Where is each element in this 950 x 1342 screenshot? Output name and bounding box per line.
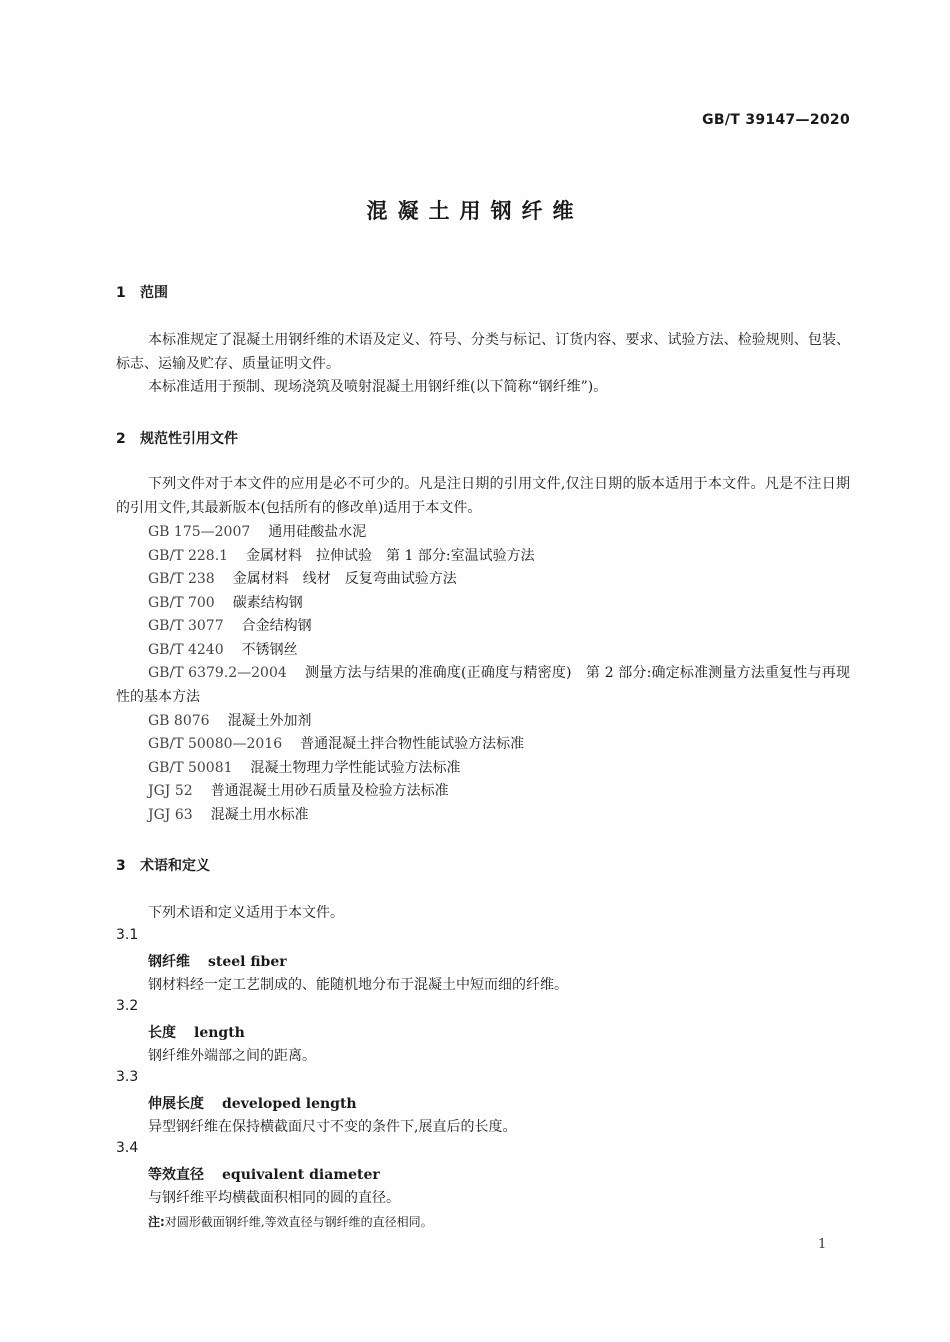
term-number: 3.3 (116, 1069, 139, 1085)
section-number: 2 (116, 431, 126, 447)
reference-item (148, 804, 309, 824)
reference-item (148, 615, 312, 635)
term-name (148, 1022, 245, 1042)
term-en: developed length (222, 1096, 357, 1112)
reference-title: 通用硅酸盐水泥 (268, 524, 367, 540)
term-definition: 异型钢纤维在保持横截面尺寸不变的条件下,展直后的长度。 (148, 1119, 517, 1135)
section-number: 3 (116, 858, 126, 874)
reference-code: GB/T 228.1 (148, 548, 229, 564)
reference-title: 碳素结构钢 (232, 595, 303, 611)
term-definition: 与钢纤维平均横截面积相同的圆的直径。 (148, 1190, 400, 1206)
reference-title: 混凝土外加剂 (227, 713, 312, 729)
reference-item (148, 757, 461, 777)
reference-code: GB/T 6379.2—2004 (148, 665, 287, 681)
reference-code: JGJ 52 (148, 783, 193, 799)
section-2-heading (116, 428, 238, 448)
reference-title: 普通混凝土拌合物性能试验方法标准 (300, 736, 525, 752)
section-1-heading (116, 282, 168, 302)
section-number: 1 (116, 285, 126, 301)
reference-title: 金属材料 拉伸试验 第 1 部分:室温试验方法 (246, 548, 535, 564)
term-definition: 钢材料经一定工艺制成的、能随机地分布于混凝土中短而细的纤维。 (148, 977, 568, 993)
reference-title: 金属材料 线材 反复弯曲试验方法 (232, 571, 457, 587)
term-name (148, 951, 287, 971)
reference-title: 测量方法与结果的准确度(正确度与精密度) 第 2 部分:确定标准测量方法重复性与再现性的基本方法 (116, 665, 850, 705)
note (148, 1213, 433, 1230)
reference-title: 合金结构钢 (241, 618, 312, 634)
term-name (148, 1093, 357, 1113)
reference-code: GB/T 4240 (148, 642, 224, 658)
section-title: 术语和定义 (140, 858, 210, 874)
scope-paragraph-2: 本标准适用于预制、现场浇筑及喷射混凝土用钢纤维(以下简称“钢纤维”)。 (148, 379, 608, 395)
term-number: 3.2 (116, 998, 139, 1014)
scope-paragraph-1: 本标准规定了混凝土用钢纤维的术语及定义、符号、分类与标记、订货内容、要求、试验方法、检验规则、包装、标志、运输及贮存、质量证明文件。 (116, 332, 850, 372)
refs-intro: 下列文件对于本文件的应用是必不可少的。凡是注日期的引用文件,仅注日期的版本适用于本文件。凡是不注日期的引用文件,其最新版本(包括所有的修改单)适用于本文件。 (116, 476, 850, 516)
reference-item (148, 639, 298, 659)
reference-title: 不锈钢丝 (241, 642, 298, 658)
reference-item (116, 662, 850, 709)
reference-code: GB 175—2007 (148, 524, 251, 540)
section-title: 规范性引用文件 (140, 431, 238, 447)
term-definition: 钢纤维外端部之间的距离。 (148, 1048, 316, 1064)
page-number: 1 (818, 1237, 827, 1252)
section-title: 范围 (140, 285, 168, 301)
reference-code: JGJ 63 (148, 807, 193, 823)
reference-item (148, 521, 366, 541)
note-text: 对圆形截面钢纤维,等效直径与钢纤维的直径相同。 (164, 1215, 433, 1229)
term-zh: 等效直径 (148, 1167, 204, 1183)
note-label: 注: (148, 1215, 165, 1229)
term-zh: 伸展长度 (148, 1096, 204, 1112)
reference-title: 混凝土用水标准 (210, 807, 309, 823)
reference-item (148, 733, 524, 753)
term-name (148, 1164, 380, 1184)
term-zh: 长度 (148, 1025, 176, 1041)
reference-code: GB/T 50081 (148, 760, 233, 776)
reference-item (148, 780, 449, 800)
section-3-heading (116, 855, 210, 875)
reference-code: GB/T 700 (148, 595, 215, 611)
reference-item (148, 710, 312, 730)
term-en: length (194, 1025, 245, 1041)
term-number: 3.4 (116, 1140, 139, 1156)
reference-item (148, 592, 303, 612)
term-en: equivalent diameter (222, 1167, 380, 1183)
term-en: steel fiber (208, 954, 287, 970)
reference-code: GB/T 3077 (148, 618, 224, 634)
reference-title: 混凝土物理力学性能试验方法标准 (250, 760, 461, 776)
reference-code: GB/T 50080—2016 (148, 736, 283, 752)
reference-title: 普通混凝土用砂石质量及检验方法标准 (210, 783, 449, 799)
reference-code: GB/T 238 (148, 571, 215, 587)
document-title: 混凝土用钢纤维 (366, 199, 584, 223)
reference-code: GB 8076 (148, 713, 210, 729)
term-zh: 钢纤维 (148, 954, 190, 970)
reference-item (148, 545, 535, 565)
standard-code: GB/T 39147—2020 (702, 112, 850, 128)
terms-intro: 下列术语和定义适用于本文件。 (148, 905, 344, 921)
reference-item (148, 568, 457, 588)
term-number: 3.1 (116, 927, 139, 943)
